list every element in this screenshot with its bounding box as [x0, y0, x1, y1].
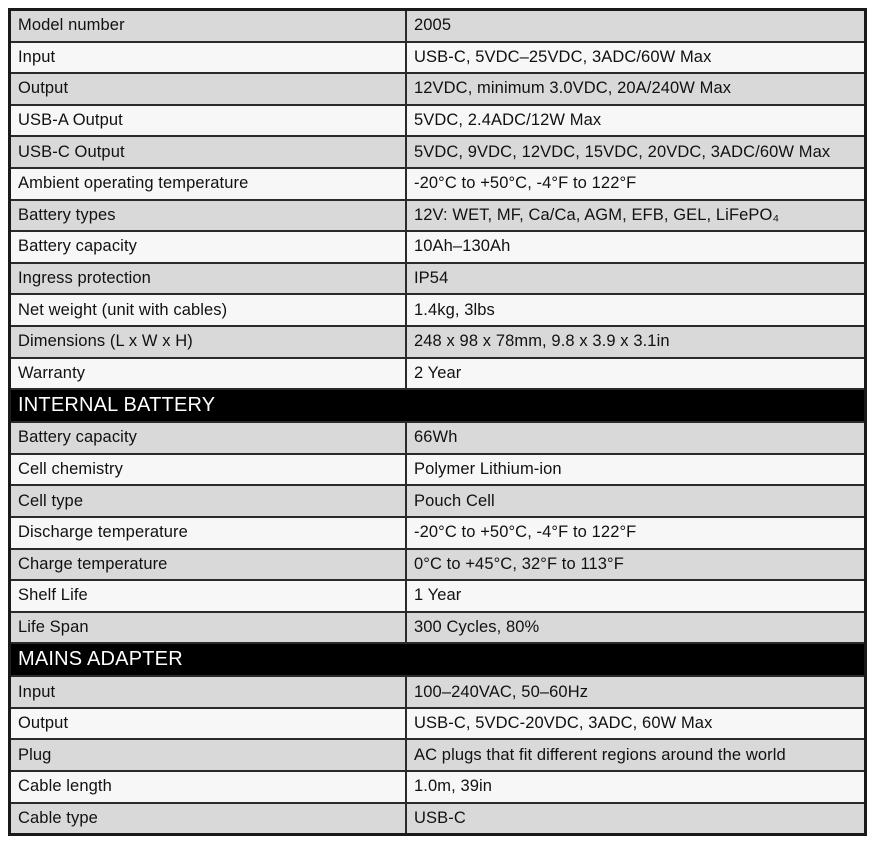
- row-label: Output: [11, 709, 407, 739]
- row-value: Polymer Lithium-ion: [407, 455, 864, 485]
- row-label: Shelf Life: [11, 581, 407, 611]
- row-value: 1.4kg, 3lbs: [407, 295, 864, 325]
- table-row: [11, 772, 864, 804]
- row-label: Discharge temperature: [11, 518, 407, 548]
- row-value: AC plugs that fit different regions around the world: [407, 740, 864, 770]
- row-label: Ambient operating temperature: [11, 169, 407, 199]
- table-row: [11, 295, 864, 327]
- row-value: 12V: WET, MF, Ca/Ca, AGM, EFB, GEL, LiFePO₄: [407, 201, 864, 231]
- row-value: 300 Cycles, 80%: [407, 613, 864, 643]
- table-row: [11, 581, 864, 613]
- row-label: Charge temperature: [11, 550, 407, 580]
- table-row: [11, 137, 864, 169]
- row-value: 100–240VAC, 50–60Hz: [407, 677, 864, 707]
- row-value: 10Ah–130Ah: [407, 232, 864, 262]
- row-value: -20°C to +50°C, -4°F to 122°F: [407, 518, 864, 548]
- table-row: [11, 423, 864, 455]
- row-label: Warranty: [11, 359, 407, 389]
- row-value: -20°C to +50°C, -4°F to 122°F: [407, 169, 864, 199]
- table-row: [11, 709, 864, 741]
- table-row: [11, 518, 864, 550]
- table-row: [11, 804, 864, 834]
- table-row: [11, 106, 864, 138]
- row-value: 66Wh: [407, 423, 864, 453]
- row-label: Plug: [11, 740, 407, 770]
- row-label: Battery types: [11, 201, 407, 231]
- row-label: Output: [11, 74, 407, 104]
- row-label: Cell type: [11, 486, 407, 516]
- table-row: [11, 74, 864, 106]
- table-row: [11, 264, 864, 296]
- row-value: USB-C, 5VDC–25VDC, 3ADC/60W Max: [407, 43, 864, 73]
- row-value: 0°C to +45°C, 32°F to 113°F: [407, 550, 864, 580]
- section-header-mains-adapter: MAINS ADAPTER: [11, 644, 864, 677]
- table-row: [11, 550, 864, 582]
- row-value: Pouch Cell: [407, 486, 864, 516]
- table-row: [11, 11, 864, 43]
- row-label: Dimensions (L x W x H): [11, 327, 407, 357]
- table-row: [11, 740, 864, 772]
- row-value: IP54: [407, 264, 864, 294]
- table-row: [11, 327, 864, 359]
- row-label: Model number: [11, 11, 407, 41]
- table-row: [11, 613, 864, 645]
- row-value: USB-C: [407, 804, 864, 834]
- row-value: 12VDC, minimum 3.0VDC, 20A/240W Max: [407, 74, 864, 104]
- row-value: 2 Year: [407, 359, 864, 389]
- section-header-internal-battery: INTERNAL BATTERY: [11, 390, 864, 423]
- spec-table: [8, 8, 867, 836]
- table-row: [11, 169, 864, 201]
- table-row: [11, 677, 864, 709]
- table-row: [11, 455, 864, 487]
- row-label: Input: [11, 677, 407, 707]
- table-row: [11, 201, 864, 233]
- table-row: [11, 486, 864, 518]
- row-label: Cable length: [11, 772, 407, 802]
- row-label: USB-A Output: [11, 106, 407, 136]
- row-value: 2005: [407, 11, 864, 41]
- row-label: Battery capacity: [11, 423, 407, 453]
- table-row: [11, 232, 864, 264]
- row-label: Cell chemistry: [11, 455, 407, 485]
- row-value: USB-C, 5VDC-20VDC, 3ADC, 60W Max: [407, 709, 864, 739]
- row-label: Battery capacity: [11, 232, 407, 262]
- row-value: 1 Year: [407, 581, 864, 611]
- row-value: 5VDC, 2.4ADC/12W Max: [407, 106, 864, 136]
- row-value: 1.0m, 39in: [407, 772, 864, 802]
- row-value: 248 x 98 x 78mm, 9.8 x 3.9 x 3.1in: [407, 327, 864, 357]
- table-row: [11, 43, 864, 75]
- row-value: 5VDC, 9VDC, 12VDC, 15VDC, 20VDC, 3ADC/60W Max: [407, 137, 864, 167]
- row-label: Input: [11, 43, 407, 73]
- row-label: Ingress protection: [11, 264, 407, 294]
- row-label: Cable type: [11, 804, 407, 834]
- row-label: Life Span: [11, 613, 407, 643]
- row-label: USB-C Output: [11, 137, 407, 167]
- row-label: Net weight (unit with cables): [11, 295, 407, 325]
- table-row: [11, 359, 864, 391]
